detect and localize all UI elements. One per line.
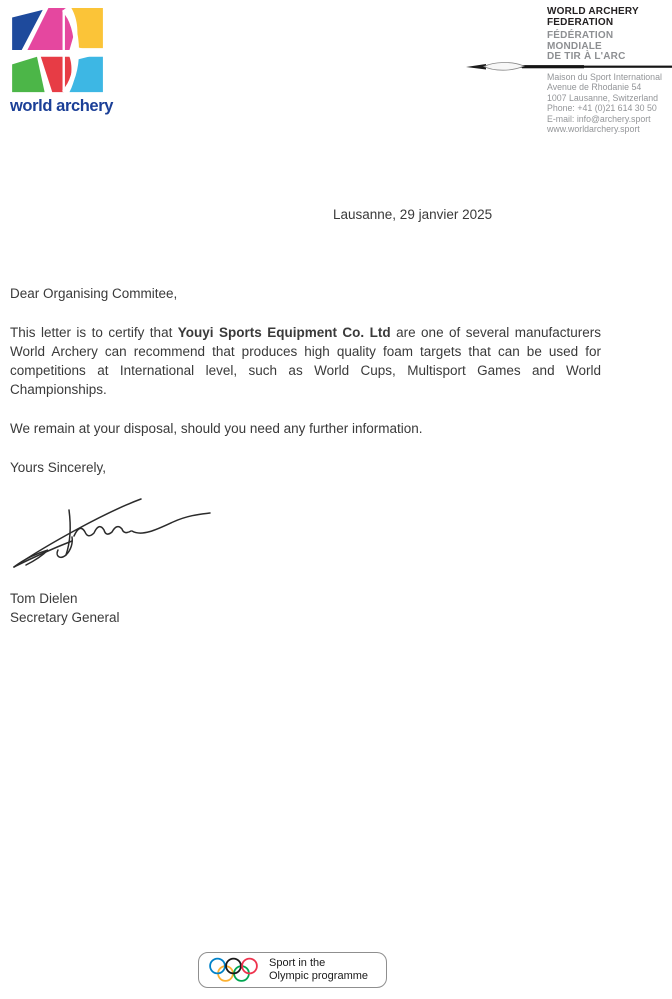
address-line: Avenue de Rhodanie 54: [547, 82, 642, 93]
logo-wordmark: world archery: [10, 97, 114, 115]
body-text: This letter is to certify that: [10, 324, 178, 340]
org-name-line: FEDERATION: [547, 16, 614, 28]
signer-title: Secretary General: [10, 610, 120, 626]
company-name: Youyi Sports Equipment Co. Ltd: [177, 324, 391, 340]
org-name-line: MONDIALE: [547, 40, 602, 52]
valediction: Yours Sincerely,: [10, 459, 107, 475]
signer-name: Tom Dielen: [10, 591, 78, 606]
org-name-line: FÉDÉRATION: [547, 30, 614, 42]
badge-line: Olympic programme: [269, 970, 369, 982]
greeting: Dear Organising Commitee,: [10, 286, 178, 301]
world-archery-emblem: [10, 8, 106, 94]
letterhead-org-block: [547, 7, 639, 63]
badge-line: Sport in the: [269, 957, 326, 969]
address-phone: Phone: +41 (0)21 614 30 50: [547, 103, 657, 114]
org-name-en: [547, 7, 639, 28]
address-website: www.worldarchery.sport: [547, 124, 640, 135]
signature-block: [10, 589, 120, 628]
address-email: E-mail: info@archery.sport: [547, 113, 651, 124]
org-name-line: WORLD ARCHERY: [547, 6, 639, 17]
body-text: are one of several manufacturers World Archery can recommend that produces high quality foam targets that can be used for competitions at International level, such as World Cups, Multisport Games and World Championships.: [10, 324, 602, 398]
org-name-line: DE TIR À L'ARC: [547, 51, 626, 63]
letter-body: [10, 284, 601, 496]
olympic-programme-badge: [198, 952, 387, 988]
address-line: Maison du Sport International: [547, 72, 662, 82]
date-line: Lausanne, 29 janvier 2025: [333, 207, 493, 222]
signature-image: [8, 487, 213, 577]
world-archery-logo: [10, 8, 114, 116]
org-name-fr: [547, 31, 639, 63]
badge-text: [269, 957, 368, 983]
body-paragraph: [10, 323, 601, 400]
address-line: 1007 Lausanne, Switzerland: [547, 92, 659, 103]
closing-line: We remain at your disposal, should you need any further information.: [10, 421, 423, 437]
letterhead-address-block: [547, 72, 662, 134]
olympic-rings-icon: [208, 957, 260, 983]
